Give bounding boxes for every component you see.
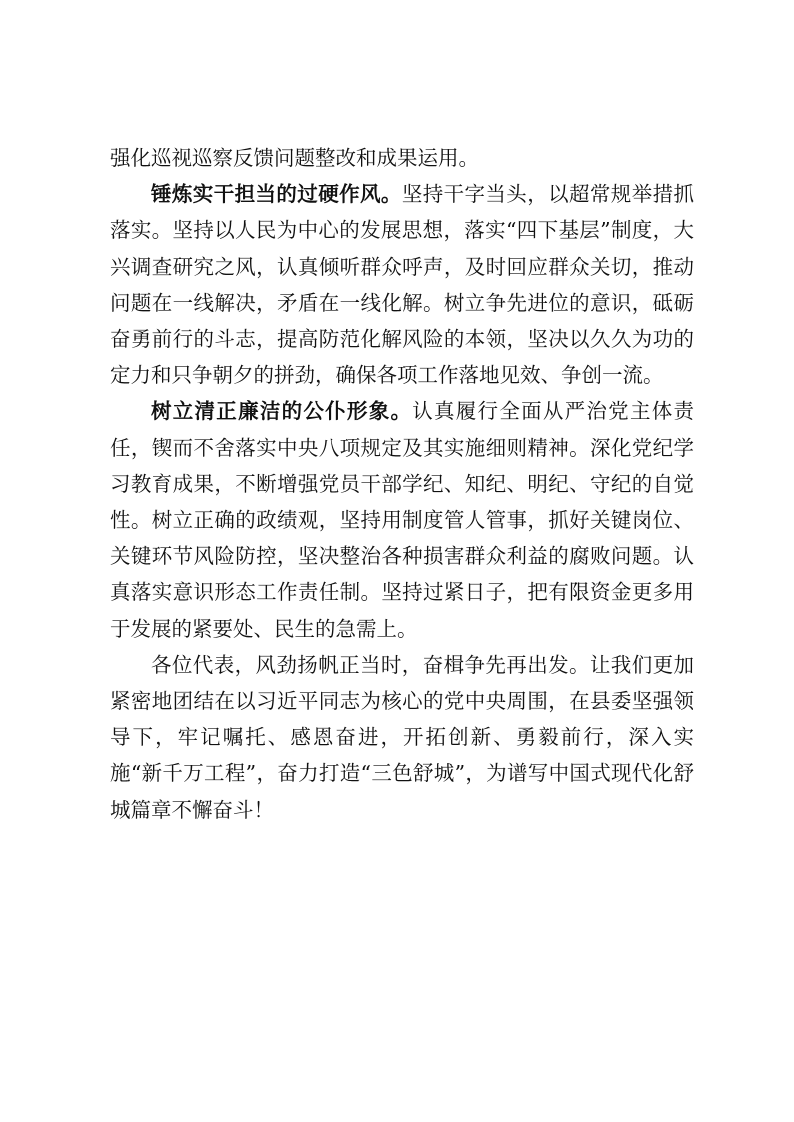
paragraph-continuation: [110, 140, 694, 176]
paragraph-heading: 锤炼实干担当的过硬作风。: [151, 182, 402, 207]
paragraph-text: 各位代表，风劲扬帆正当时，奋楫争先再出发。让我们更加紧密地团结在以习近平同志为核心的党中央周围，在县委坚强领导下，牢记嘱托、感恩奋进，开拓创新、勇毅前行，深入实施“新千万工程”，奋力打造“三色舒城”，为谱写中国式现代化舒城篇章不懈奋斗！: [110, 652, 694, 822]
paragraph-closing: [110, 647, 694, 828]
document-page: [110, 140, 694, 828]
paragraph-heading: 树立清正廉洁的公仆形象。: [151, 399, 413, 424]
paragraph-integrity: [110, 393, 694, 646]
paragraph-text: 强化巡视巡察反馈问题整改和成果运用。: [110, 146, 479, 170]
paragraph-work-style: [110, 176, 694, 393]
paragraph-text: 认真履行全面从严治党主体责任，锲而不舍落实中央八项规定及其实施细则精神。深化党纪学习教育成果，不断增强党员干部学纪、知纪、明纪、守纪的自觉性。树立正确的政绩观，坚持用制度管人管事，抓好关键岗位、关键环节风险防控，坚决整治各种损害群众利益的腐败问题。认真落实意识形态工作责任制。坚持过紧日子，把有限资金更多用于发展的紧要处、民生的急需上。: [110, 399, 694, 641]
paragraph-text: 坚持干字当头，以超常规举措抓落实。坚持以人民为中心的发展思想，落实“四下基层”制度，大兴调查研究之风，认真倾听群众呼声，及时回应群众关切，推动问题在一线解决，矛盾在一线化解。树立争先进位的意识，砥砺奋勇前行的斗志，提高防范化解风险的本领，坚决以久久为功的定力和只争朝夕的拼劲，确保各项工作落地见效、争创一流。: [110, 182, 695, 388]
